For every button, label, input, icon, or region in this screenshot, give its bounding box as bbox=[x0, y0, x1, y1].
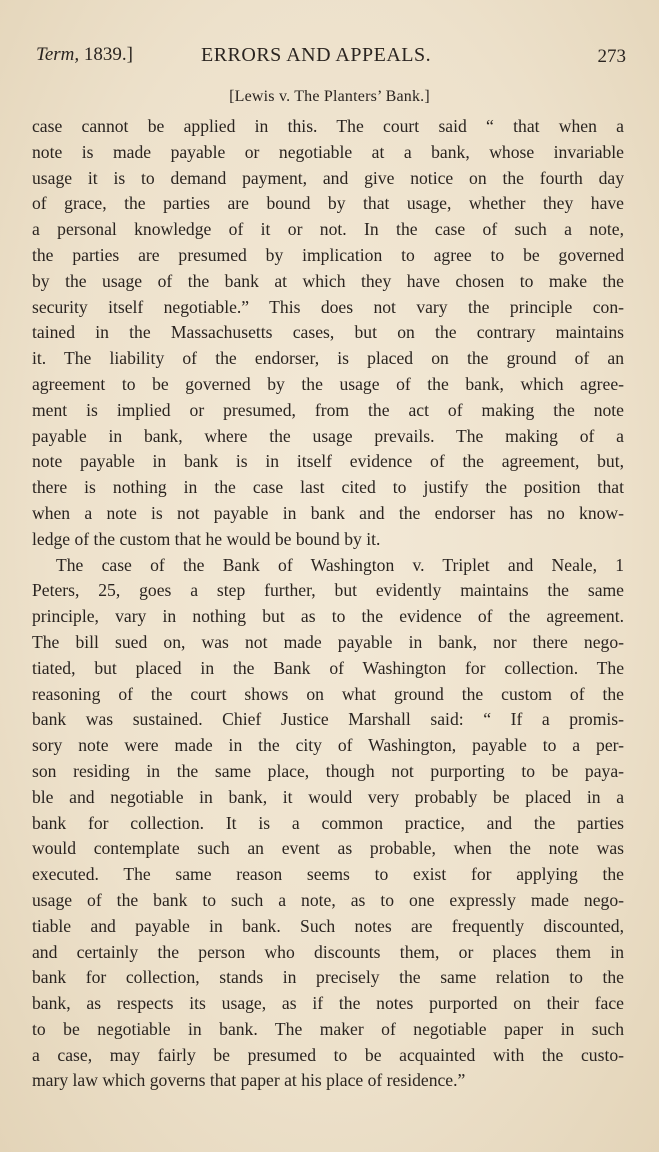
text-line: reasoning of the court shows on what ground the custom of the bbox=[32, 683, 624, 704]
text-line: bank, as respects its usage, as if the notes purported on their face bbox=[32, 993, 624, 1014]
running-head-title: ERRORS AND APPEALS. bbox=[201, 44, 432, 66]
text-line: agreement to be governed by the usage of the bank, which agree- bbox=[32, 373, 624, 394]
text-line: ledge of the custom that he would be bound by it. bbox=[32, 528, 381, 549]
text-line: The case of the Bank of Washington v. Triplet and Neale, 1 bbox=[56, 554, 624, 575]
text-line: mary law which governs that paper at his place of residence.” bbox=[32, 1070, 466, 1091]
text-line: usage it is to demand payment, and give notice on the fourth day bbox=[32, 167, 624, 188]
text-line: usage of the bank to such a note, as to one expressly made nego- bbox=[32, 889, 624, 910]
text-line: son residing in the same place, though not purporting to be paya- bbox=[32, 760, 624, 781]
text-line: note payable in bank is in itself evidence of the agreement, but, bbox=[32, 451, 624, 472]
text-line: a personal knowledge of it or not. In the case of such a note, bbox=[32, 219, 624, 240]
text-line: tiated, but placed in the Bank of Washington for collection. The bbox=[32, 657, 624, 678]
paragraph-1 bbox=[32, 114, 624, 553]
text-line: The bill sued on, was not made payable in bank, nor there nego- bbox=[32, 631, 624, 652]
page-number: 273 bbox=[597, 46, 626, 67]
term-year: 1839.] bbox=[83, 44, 133, 65]
text-line: note is made payable or negotiable at a bank, whose invariable bbox=[32, 141, 624, 162]
text-line: there is nothing in the case last cited to justify the position that bbox=[32, 477, 624, 498]
text-line: the parties are presumed by implication to agree to be governed bbox=[32, 244, 624, 265]
text-line: principle, vary in nothing but as to the evidence of the agreement. bbox=[32, 606, 624, 627]
case-caption: [Lewis v. The Planters’ Bank.] bbox=[229, 88, 430, 105]
text-line: a case, may fairly be presumed to be acquainted with the custo- bbox=[32, 1044, 624, 1065]
text-line: it. The liability of the endorser, is placed on the ground of an bbox=[32, 348, 624, 369]
text-line: tiable and payable in bank. Such notes are frequently discounted, bbox=[32, 915, 624, 936]
text-line: bank for collection, stands in precisely the same relation to the bbox=[32, 967, 624, 988]
text-line: security itself negotiable.” This does not vary the principle con- bbox=[32, 296, 624, 317]
text-line: bank for collection. It is a common practice, and the parties bbox=[32, 812, 624, 833]
text-line: would contemplate such an event as probable, when the note was bbox=[32, 838, 624, 859]
text-line: of grace, the parties are bound by that usage, whether they have bbox=[32, 193, 624, 214]
text-line: and certainly the person who discounts them, or places them in bbox=[32, 941, 624, 962]
term-word: Term, bbox=[36, 44, 80, 65]
paragraph-2 bbox=[32, 553, 624, 1095]
text-line: ble and negotiable in bank, it would very probably be placed in a bbox=[32, 786, 624, 807]
body-text bbox=[32, 114, 624, 1094]
text-line: bank was sustained. Chief Justice Marshall said: “ If a promis- bbox=[32, 709, 624, 730]
text-line: Peters, 25, goes a step further, but evidently maintains the same bbox=[32, 580, 624, 601]
text-line: payable in bank, where the usage prevails. The making of a bbox=[32, 425, 624, 446]
text-line: to be negotiable in bank. The maker of negotiable paper in such bbox=[32, 1018, 624, 1039]
running-head-term bbox=[36, 44, 133, 66]
text-line: executed. The same reason seems to exist for applying the bbox=[32, 864, 624, 885]
running-head bbox=[36, 44, 626, 74]
text-line: tained in the Massachusetts cases, but on the contrary maintains bbox=[32, 322, 624, 343]
text-line: case cannot be applied in this. The court said “ that when a bbox=[32, 116, 624, 136]
text-line: when a note is not payable in bank and the endorser has no know- bbox=[32, 502, 624, 523]
text-line: ment is implied or presumed, from the act of making the note bbox=[32, 399, 624, 420]
text-line: sory note were made in the city of Washington, payable to a per- bbox=[32, 735, 624, 756]
text-line: by the usage of the bank at which they have chosen to make the bbox=[32, 270, 624, 291]
